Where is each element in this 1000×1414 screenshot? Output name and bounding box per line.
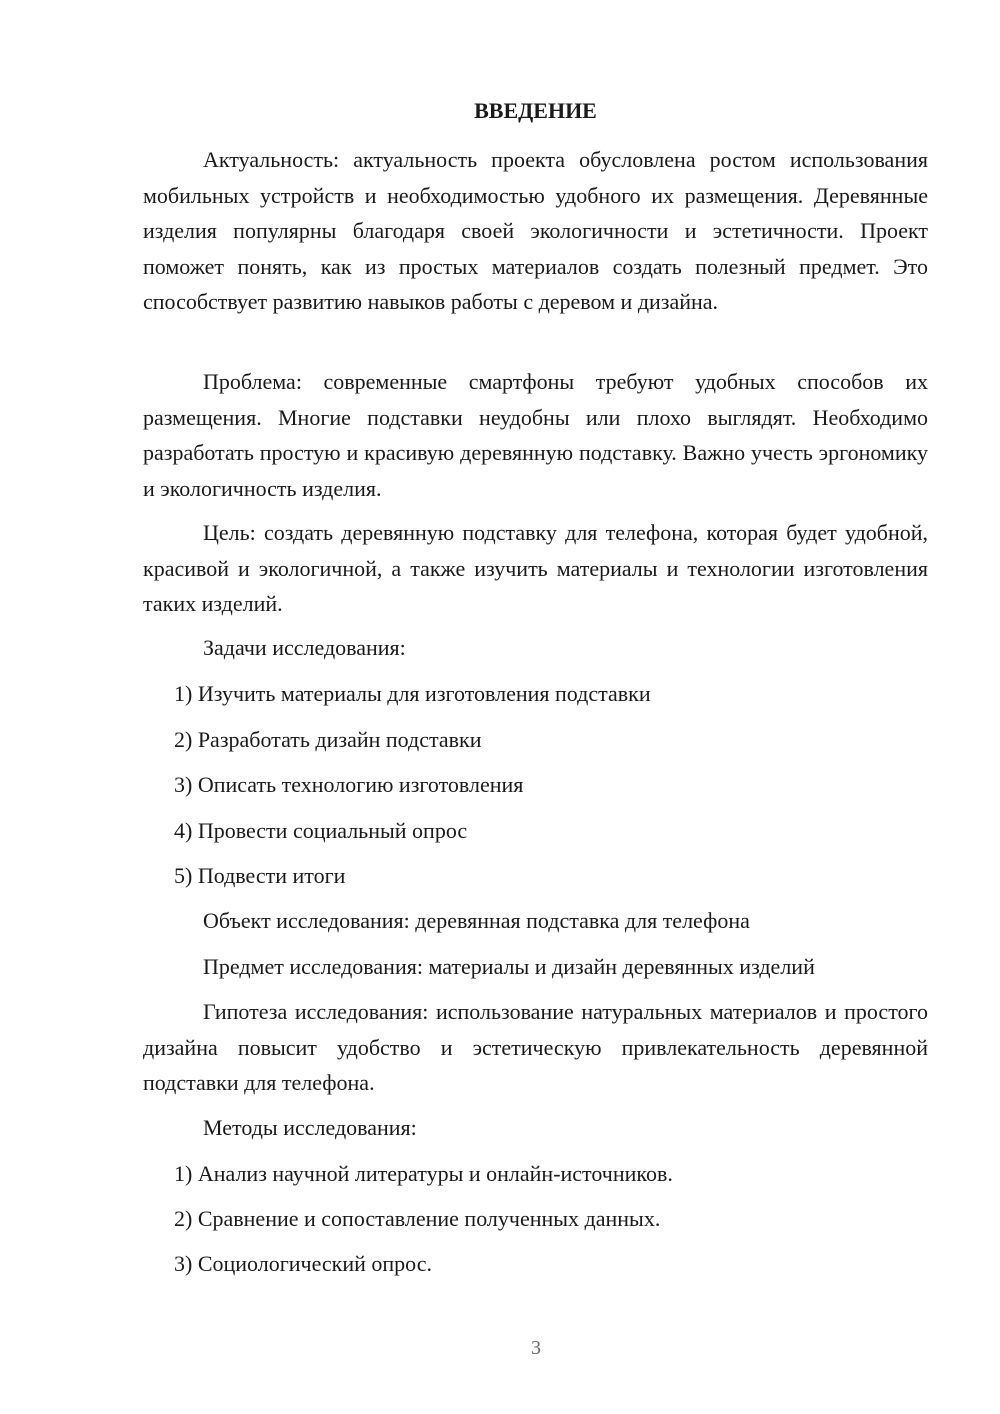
tasks-heading: Задачи исследования: <box>203 635 406 660</box>
research-object: Объект исследования: деревянная подставка для телефона <box>203 908 750 933</box>
task-item-5: 5) Подвести итоги <box>174 863 346 888</box>
paragraph-goal: Цель: создать деревянную подставку для телефона, которая будет удобной, красивой и экологичной, а также изучить материалы и технологии изготовления таких изделий. <box>143 520 928 616</box>
paragraph-hypothesis: Гипотеза исследования: использование натуральных материалов и простого дизайна повысит удобство и эстетическую привлекательность деревянной подставки для телефона. <box>143 999 928 1095</box>
page-number: 3 <box>531 1337 541 1359</box>
document-title: ВВЕДЕНИЕ <box>474 98 597 123</box>
research-subject: Предмет исследования: материалы и дизайн деревянных изделий <box>203 954 815 979</box>
method-item-1: 1) Анализ научной литературы и онлайн-источников. <box>174 1161 673 1186</box>
task-item-4: 4) Провести социальный опрос <box>174 818 468 843</box>
task-item-1: 1) Изучить материалы для изготовления подставки <box>174 681 651 706</box>
task-item-3: 3) Описать технологию изготовления <box>174 772 524 797</box>
paragraph-relevance: Актуальность: актуальность проекта обусловлена ростом использования мобильных устройств и необходимостью удобного их размещения. Деревянные изделия популярны благодаря своей экологичности и эстетичности. Проект поможет понять, как из простых материалов создать полезный предмет. Это способствует развитию навыков работы с деревом и дизайна. <box>143 147 928 314</box>
task-item-2: 2) Разработать дизайн подставки <box>174 727 482 752</box>
method-item-3: 3) Социологический опрос. <box>174 1251 432 1276</box>
methods-heading: Методы исследования: <box>203 1115 417 1140</box>
method-item-2: 2) Сравнение и сопоставление полученных данных. <box>174 1206 661 1231</box>
paragraph-problem: Проблема: современные смартфоны требуют удобных способов их размещения. Многие подставки неудобны или плохо выглядят. Необходимо разработать простую и красивую деревянную подставку. Важно учесть эргономику и экологичность изделия. <box>143 369 928 501</box>
